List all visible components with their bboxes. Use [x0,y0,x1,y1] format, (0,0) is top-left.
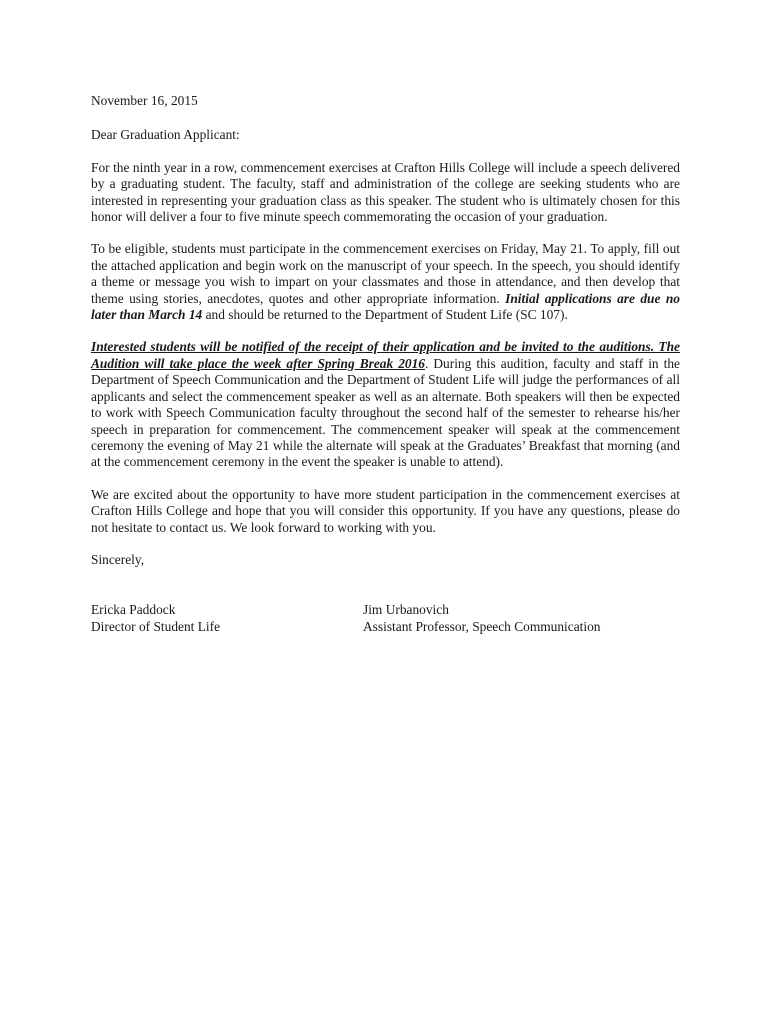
salutation: Dear Graduation Applicant: [91,127,240,143]
paragraph-closing: We are excited about the opportunity to have more student participation in the commencement exercises at Crafton Hills College and hope that you will consider this opportunity. If you have any questions, please do not hesitate to contact us. We look forward to working with you. [91,486,680,535]
signatory-name: Ericka Paddock [91,602,176,618]
signature-block [91,602,680,642]
deadline-emphasis: Initial applications are due no later than March 14 [91,290,680,323]
signatory-left [91,602,220,635]
eligibility-text-end: and should be returned to the Department of Student Life (SC 107). [202,307,568,323]
closing: Sincerely, [91,551,145,567]
signatory-right [363,602,601,635]
signatory-name: Jim Urbanovich [363,602,449,618]
paragraph-intro: For the ninth year in a row, commencement exercises at Crafton Hills College will include a speech delivered by a graduating student. The faculty, staff and administration of the college are seeking students who are interested in representing your graduation class as this speaker. The student who is ultimately chosen for this honor will deliver a four to five minute speech commemorating the occasion of your graduation. [91,159,680,225]
letter-body [91,93,680,642]
paragraph-audition [91,339,680,470]
signatory-title: Director of Student Life [91,618,221,634]
signatory-title: Assistant Professor, Speech Communication [363,618,601,634]
eligibility-text: To be eligible, students must participate in the commencement exercises on Friday, May 21. To apply, fill out the attached application and begin work on the manuscript of your speech. In the speech, you should identify a theme or message you wish to impart on your classmates and those in attendance, and then develop that theme using stories, anecdotes, quotes and other appropriate information. [91,241,680,306]
letter-date: November 16, 2015 [91,93,198,108]
audition-emphasis: Interested students will be notified of the receipt of their application and be invited to the auditions. The Audition will take place the week after Spring Break 2016 [91,339,680,371]
paragraph-eligibility [91,241,680,323]
audition-text: . During this audition, faculty and staff in the Department of Speech Communication and the Department of Student Life will judge the performances of all applicants and select the commencement speaker as well as an alternate. Both speakers will then be expected to work with Speech Communication faculty throughout the second half of the semester to rehearse his/her speech in preparation for commencement. The commencement speaker will speak at the commencement ceremony the evening of May 21 while the alternate will speak at the Graduates’ Breakfast that morning (and at the commencement ceremony in the event the speaker is unable to attend). [91,355,681,470]
